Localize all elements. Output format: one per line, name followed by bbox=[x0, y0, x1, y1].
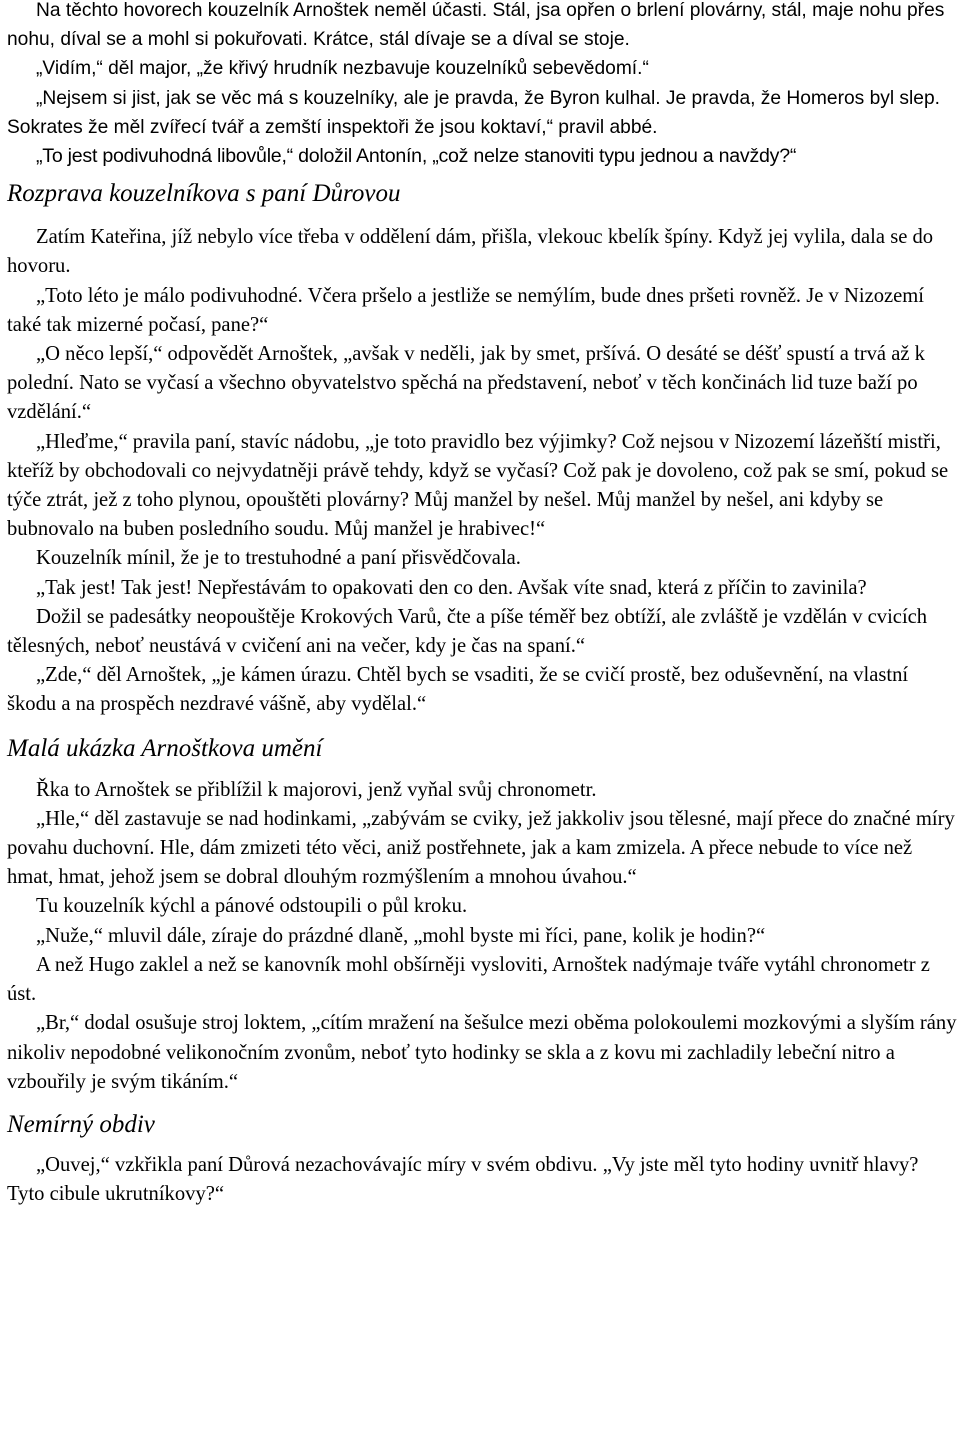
paragraph: Řka to Arnoštek se přiblížil k majorovi, jenž vyňal svůj chronometr. bbox=[36, 778, 597, 801]
paragraph: „Vidím,“ děl major, „že křivý hrudník nezbavuje kouzelníků sebevědomí.“ bbox=[36, 58, 649, 80]
paragraph: „To jest podivuhodná libovůle,“ doložil Antonín, „což nelze stanoviti typu jednou a navždy?“ bbox=[36, 145, 797, 168]
paragraph: Dožil se padesátky neopouštěje Krokových Varů, čte a píše téměř bez obtíží, ale zvláště je vzdělán v cvicích tělesných, neboť neustává v cvičení ani na večer, kdy je čas na spaní.“ bbox=[7, 605, 928, 658]
paragraph: „Tak jest! Tak jest! Nepřestávám to opakovati den co den. Avšak víte snad, která z příčin to zavinila? bbox=[36, 576, 867, 599]
paragraph: Tu kouzelník kýchl a pánové odstoupili o půl kroku. bbox=[36, 895, 468, 918]
paragraph: „Hleďme,“ pravila paní, stavíc nádobu, „je toto pravidlo bez výjimky? Což nejsou v Nizozemí lázeňští mistři, kteříž by obchodovali co nejvydatněji právě tehdy, když se vyčasí? Což pak je dovoleno, což pak se smí, pokud se týče ztrát, jež z toho plynou, opouštěti plovárny? Můj manžel by nešel. Můj manžel by nešel, ani kdyby se bubnovalo na buben posledního soudu. Můj manžel je hrabivec!“ bbox=[7, 430, 949, 541]
document-page bbox=[7, 0, 957, 1209]
paragraph: „Nuže,“ mluvil dále, zíraje do prázdné dlaně, „mohl byste mi říci, pane, kolik je hodin?“ bbox=[36, 924, 766, 947]
paragraph: „O něco lepší,“ odpovědět Arnoštek, „avšak v neděli, jak by smet, pršívá. O desáté se déšť spustí a trvá až k polední. Nato se vyčasí a všechno obyvatelstvo spěchá na představení, neboť v těch končinách lid tuze baží po vzdělání.“ bbox=[7, 343, 925, 424]
paragraph: „Toto léto je málo podivuhodné. Včera pršelo a jestliže se nemýlím, bude dnes pršeti rovněž. Je v Nizozemí také tak mizerné počasí, pane?“ bbox=[7, 284, 925, 336]
section-heading: Nemírný obdiv bbox=[7, 1110, 155, 1138]
section-heading: Malá ukázka Arnoštkova umění bbox=[7, 734, 323, 762]
paragraph: Zatím Kateřina, jíž nebylo více třeba v oddělení dám, přišla, vlekouc kbelík špíny. Když jej vylila, dala se do hovoru. bbox=[7, 226, 934, 278]
paragraph: Kouzelník mínil, že je to trestuhodné a paní přisvědčovala. bbox=[36, 547, 521, 570]
paragraph: Na těchto hovorech kouzelník Arnoštek neměl účasti. Stál, jsa opřen o brlení plovárny, stál, maje nohu přes nohu, díval se a mohl si pokuřovati. Krátce, stál dívaje se a díval se stoje. bbox=[7, 0, 945, 51]
section-heading: Rozprava kouzelníkova s paní Důrovou bbox=[7, 180, 401, 208]
paragraph: A než Hugo zaklel a než se kanovník mohl obšírněji vysloviti, Arnoštek nadýmaje tváře vytáhl chronometr z úst. bbox=[7, 953, 930, 1006]
paragraph: „Nejsem si jist, jak se věc má s kouzelníky, ale je pravda, že Byron kulhal. Je pravda, že Homeros byl slep. Sokrates že měl zvířecí tvář a zemští inspektoři že jsou koktaví,“ pravil abbé. bbox=[7, 87, 940, 138]
paragraph: „Hle,“ děl zastavuje se nad hodinkami, „zabývám se cviky, jež jakkoliv jsou tělesné, mají přece do značné míry povahu duchovní. Hle, dám zmizeti této věci, aniž postřehnete, jak a kam zmizela. A přece nebude to více než hmat, hmat, jehož jsem se dobral dlouhým rozmýšlením a mnohou úvahou.“ bbox=[7, 807, 955, 889]
paragraph: „Br,“ dodal osušuje stroj loktem, „cítím mražení na šešulce mezi oběma polokoulemi mozkovými a slyším rány nikoliv nepodobné velikonočním zvonům, neboť tyto hodinky se skla a z kovu mi zachladily lebeční nitro a vzbouřily je svým tikáním.“ bbox=[7, 1012, 957, 1093]
paragraph: „Zde,“ děl Arnoštek, „je kámen úrazu. Chtěl bych se vsaditi, že se cvičí prostě, bez oduševnění, na vlastní škodu a na prospěch nezdravé vášně, aby vydělal.“ bbox=[7, 664, 909, 716]
paragraph: „Ouvej,“ vzkřikla paní Důrová nezachovávajíc míry v svém obdivu. „Vy jste měl tyto hodiny uvnitř hlavy? Tyto cibule ukrutníkovy?“ bbox=[7, 1153, 919, 1206]
